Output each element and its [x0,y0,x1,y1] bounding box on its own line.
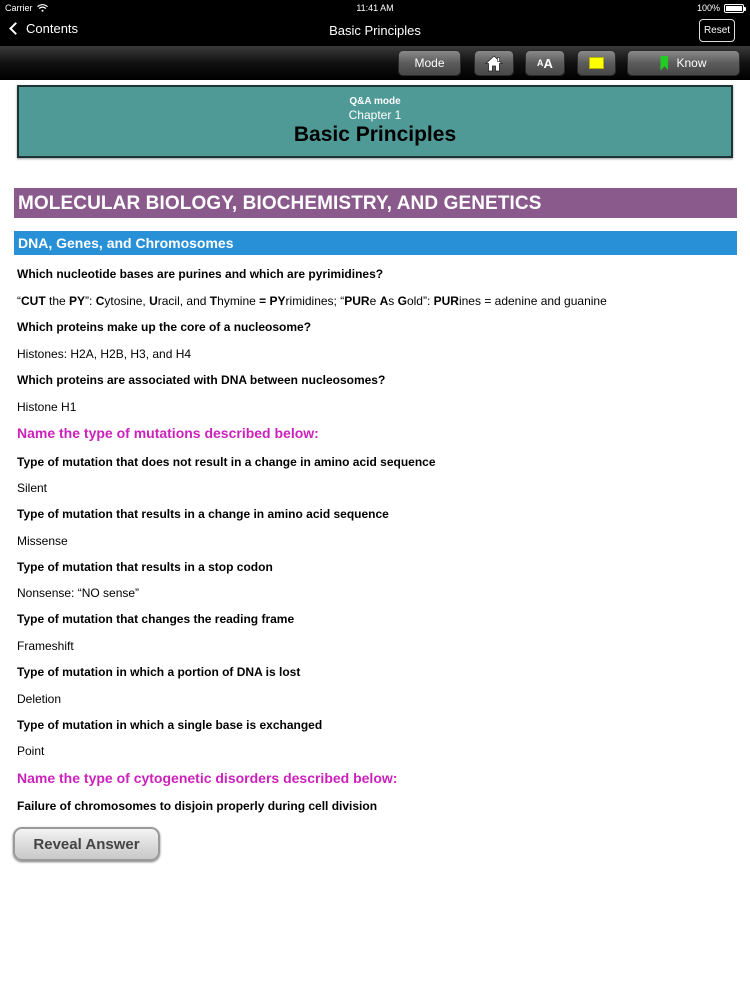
question: Type of mutation in which a portion of DNA is lost [17,665,301,679]
answer: Point [17,744,45,758]
nav-bar [0,16,750,46]
chapter-header [17,85,733,158]
answer: “CUT the PY”: Cytosine, Uracil, and Thymine = PYrimidines; “PURe As Gold”: PURines = adenine and guanine [17,294,607,308]
question: Type of mutation that does not result in a change in amino acid sequence [17,455,436,469]
question: Type of mutation that results in a stop codon [17,560,273,574]
font-size-big-glyph: A [543,55,553,71]
question: Which nucleotide bases are purines and which are pyrimidines? [17,267,384,281]
answer: Missense [17,534,68,548]
home-icon [485,55,503,72]
reset-button[interactable]: Reset [699,19,735,42]
know-button[interactable] [627,50,740,76]
chapter-label: Chapter 1 [348,108,402,122]
answer: Histones: H2A, H2B, H3, and H4 [17,347,192,361]
section-prompt: Name the type of mutations described below: [17,425,319,441]
battery-percent: 100% [696,3,720,13]
reveal-answer-button[interactable]: Reveal Answer [13,827,160,861]
section-heading: MOLECULAR BIOLOGY, BIOCHEMISTRY, AND GENETICS [14,188,737,218]
answer: Nonsense: “NO sense” [17,586,140,600]
note-icon [589,57,604,69]
status-time: 11:41 AM [356,3,394,13]
note-button[interactable] [577,50,616,76]
answer: Histone H1 [17,400,77,414]
status-bar [0,0,750,16]
answer: Silent [17,481,48,495]
back-label: Contents [26,21,79,36]
section-prompt: Name the type of cytogenetic disorders described below: [17,770,398,786]
question: Type of mutation in which a single base is exchanged [17,718,323,732]
question: Failure of chromosomes to disjoin properly during cell division [17,799,378,813]
font-size-button[interactable] [525,50,565,76]
home-button[interactable] [474,50,514,76]
question: Which proteins make up the core of a nucleosome? [17,320,312,334]
font-size-small-glyph: A [537,58,544,68]
answer: Frameshift [17,639,74,653]
subsection-heading: DNA, Genes, and Chromosomes [14,231,737,255]
bookmark-icon [660,56,668,71]
mode-button[interactable]: Mode [398,50,461,76]
qa-mode-label: Q&A mode [349,96,401,107]
question: Which proteins are associated with DNA between nucleosomes? [17,373,386,387]
chapter-title: Basic Principles [293,123,457,146]
answer: Deletion [17,692,62,706]
toolbar [0,46,750,80]
know-label: Know [676,56,707,70]
carrier-label: Carrier [5,3,33,13]
nav-title: Basic Principles [329,23,421,38]
battery-group [697,3,744,13]
question: Type of mutation that changes the reading frame [17,612,295,626]
question: Type of mutation that results in a change in amino acid sequence [17,507,389,521]
battery-icon [724,4,744,13]
